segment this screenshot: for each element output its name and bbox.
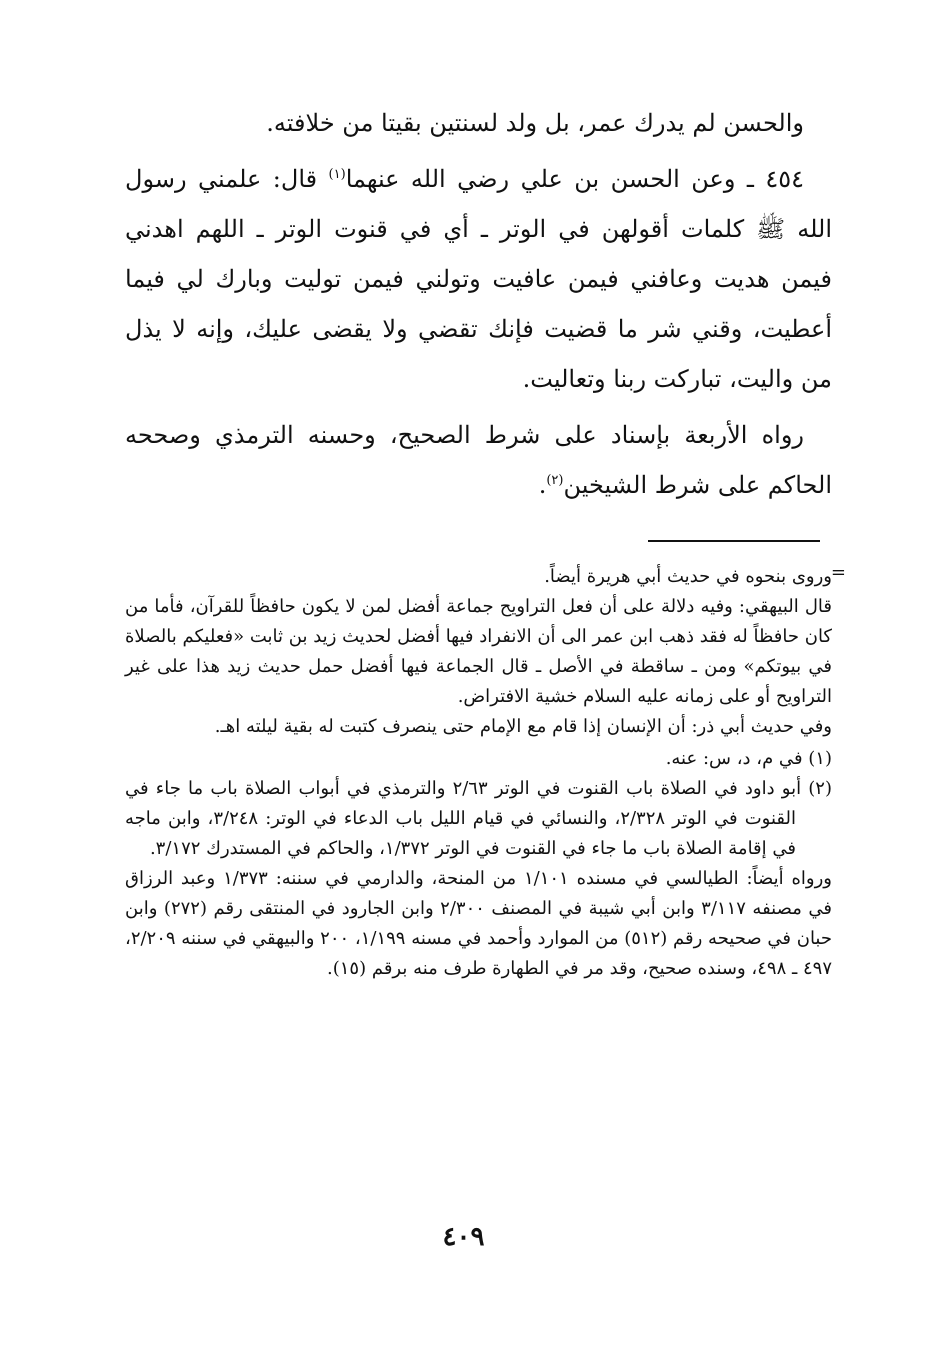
- riwaya-paragraph: [125, 410, 832, 510]
- footnote-1: (١) في م، د، س: عنه.: [665, 748, 832, 769]
- footnote-2-continued: ورواه أيضاً: الطيالسي في مسنده ١/١٠١ من المنحة، والدارمي في سننه: ١/٣٧٣ وعبد الرزاق في مصنفه ٣/١١٧ وابن أبي شيبة في المصنف ٢/٣٠٠ وابن الجارود في المنتقى رقم (٢٧٢) وابن حبان في صحيحه رقم (٥١٢) من الموارد وأحمد في مسنه ١/١٩٩، ٢٠٠ والبيهقي في سننه ٢/٢٠٩، ٤٩٧ ـ ٤٩٨، وسنده صحيح، وقد مر في الطهارة طرف منه برقم (١٥).: [125, 868, 832, 979]
- footnote-ref-2: (٢): [546, 473, 564, 488]
- continuation-mark: =: [830, 562, 846, 583]
- hadith-454-body: قال: علمني رسول الله ﷺ كلمات أقولهن في الوتر ـ أي في قنوت الوتر ـ اللهم اهدني فيمن هديت وعافني فيمن عافيت وتولني فيمن توليت وبارك لي فيما أعطيت، وقني شر ما قضيت فإنك تقضي ولا يقضى عليك، وإنه لا يذل من واليت، تباركت ربنا وتعاليت.: [125, 165, 832, 393]
- riwaya-text: رواه الأربعة بإسناد على شرط الصحيح، وحسنه الترمذي وصححه الحاكم على شرط الشيخين: [125, 421, 832, 499]
- footnote-cont-bayhaqi: قال البيهقي: وفيه دلالة على أن فعل التراويح جماعة أفضل لمن لا يكون حافظاً للقرآن، فأما من كان حافظاً له فقد ذهب ابن عمر الى أن الانفراد فيها أفضل لحديث زيد بن ثابت «فعليكم بالصلاة في بيوتكم» ومن ـ ساقطة في الأصل ـ قال الجماعة فيها أفضل حمل حديث زيد هذا على غير التراويح أو على زمانه عليه السلام خشية الافتراض.: [125, 596, 832, 707]
- page-number: ٤٠٩: [442, 1222, 485, 1252]
- footnote-2: (٢) أبو داود في الصلاة باب القنوت في الوتر ٢/٦٣ والترمذي في أبواب الصلاة باب ما جاء في القنوت في الوتر ٢/٣٢٨، والنسائي في قيام الليل باب الدعاء في الوتر: ٣/٢٤٨، وابن ماجه في إقامة الصلاة باب ما جاء في القنوت في الوتر ١/٣٧٢، والحاكم في المستدرك ٣/١٧٢.: [125, 778, 832, 859]
- footnote-separator: [648, 540, 820, 542]
- footnote-ref-1: (١): [328, 167, 346, 182]
- text-line-top: والحسن لم يدرك عمر، بل ولد لسنتين بقيتا من خلافته.: [266, 109, 804, 137]
- hadith-454: [125, 154, 832, 404]
- footnote-cont-line-1: وروى بنحوه في حديث أبي هريرة أيضاً.: [544, 566, 832, 587]
- footnotes: [125, 562, 846, 984]
- footnote-continuation: [125, 562, 846, 742]
- riwaya-end: .: [538, 471, 547, 499]
- hadith-454-opening: ٤٥٤ ـ وعن الحسن بن علي رضي الله عنهما: [345, 165, 804, 193]
- footnote-cont-abu-dharr: وفي حديث أبي ذر: أن الإنسان إذا قام مع الإمام حتى ينصرف كتبت له بقية ليلته اهـ.: [214, 716, 832, 737]
- main-text: [125, 98, 832, 510]
